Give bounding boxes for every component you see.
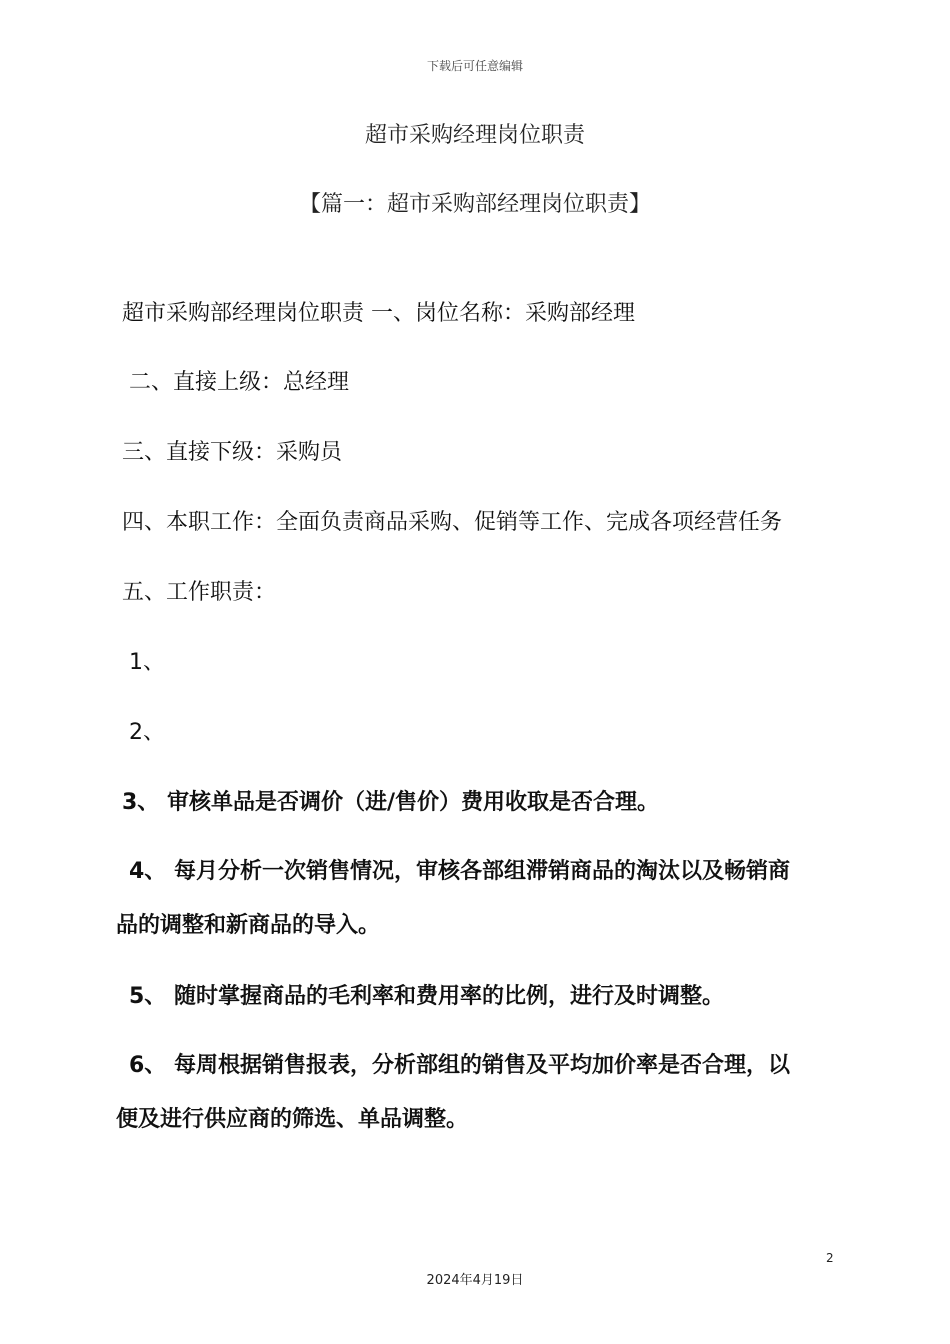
list-item-4-continued: 品的调整和新商品的导入。 — [116, 913, 381, 938]
document-title: 超市采购经理岗位职责 — [364, 123, 585, 148]
list-item-4: 4、 每月分析一次销售情况，审核各部组滞销商品的淘汰以及畅销商 — [129, 859, 790, 884]
list-item-3: 3、 审核单品是否调价（进/售价）费用收取是否合理。 — [122, 790, 660, 815]
list-item-2: 2、 — [129, 720, 165, 745]
body-line-position: 超市采购部经理岗位职责 一、岗位名称：采购部经理 — [122, 301, 635, 326]
header-note: 下载后可任意编辑 — [426, 59, 523, 73]
list-item-6: 6、 每周根据销售报表，分析部组的销售及平均加价率是否合理，以 — [129, 1053, 790, 1078]
body-line-duty: 四、本职工作：全面负责商品采购、促销等工作、完成各项经营任务 — [122, 510, 783, 535]
page-number: 2 — [826, 1251, 834, 1265]
list-item-5: 5、 随时掌握商品的毛利率和费用率的比例，进行及时调整。 — [129, 984, 724, 1009]
body-line-subordinate: 三、直接下级：采购员 — [122, 440, 343, 465]
footer-date: 2024年4月19日 — [426, 1273, 524, 1288]
body-line-superior: 二、直接上级：总经理 — [129, 370, 350, 395]
body-line-responsibilities-heading: 五、工作职责： — [122, 580, 277, 605]
list-item-1: 1、 — [129, 650, 165, 675]
document-subtitle: 【篇一：超市采购部经理岗位职责】 — [298, 192, 651, 217]
list-item-6-continued: 便及进行供应商的筛选、单品调整。 — [116, 1107, 469, 1132]
